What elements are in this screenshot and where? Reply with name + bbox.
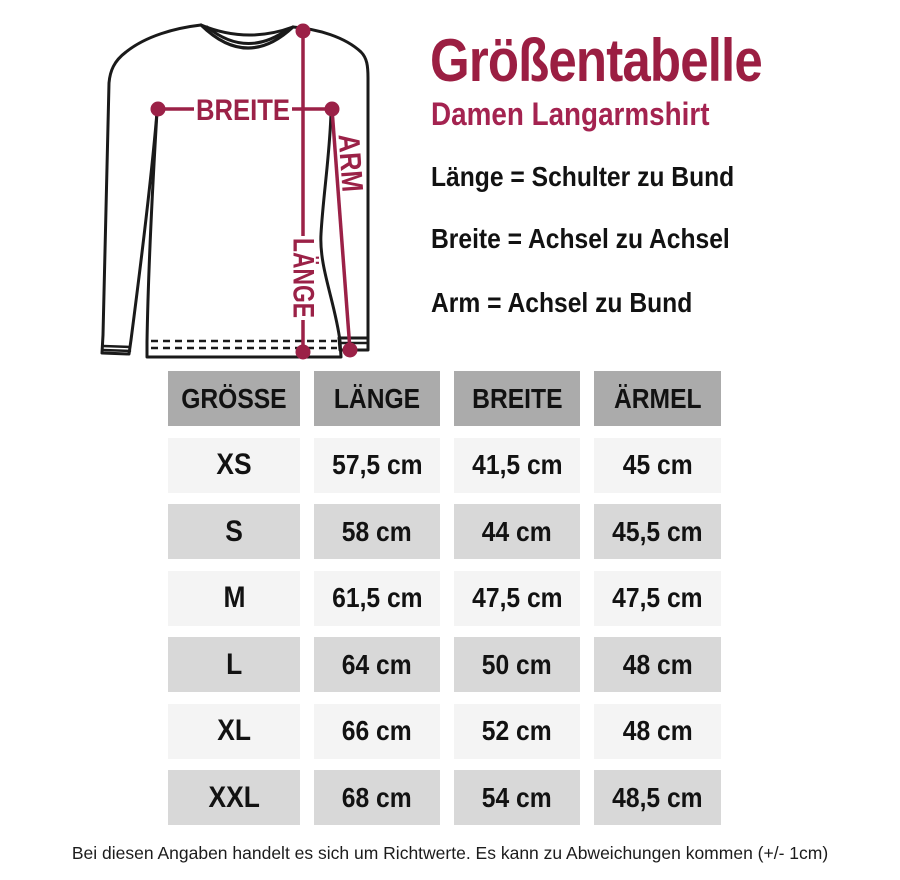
row-xxl-breite: 54 cm [454, 770, 580, 825]
row-s-aermel: 45,5 cm [594, 504, 721, 559]
row-xl-laenge: 66 cm [314, 704, 440, 759]
row-xs-size: XS [168, 438, 300, 493]
row-xs-breite: 41,5 cm [454, 438, 580, 493]
shirt-diagram [0, 0, 430, 370]
definition-arm: Arm = Achsel zu Bund [431, 287, 693, 318]
laenge-bottom-dot [296, 345, 311, 360]
breite-right-dot [325, 102, 340, 117]
row-xs-laenge: 57,5 cm [314, 438, 440, 493]
table-header-breite: BREITE [454, 371, 580, 426]
shirt-outline [102, 25, 368, 357]
hem-dashed-lines [151, 341, 337, 348]
breite-label: BREITE [196, 94, 290, 127]
row-s-size: S [168, 504, 300, 559]
row-m-laenge: 61,5 cm [314, 571, 440, 626]
definition-breite: Breite = Achsel zu Achsel [431, 223, 730, 254]
row-l-laenge: 64 cm [314, 637, 440, 692]
arm-label: ARM [331, 132, 370, 204]
row-xxl-size: XXL [168, 770, 300, 825]
row-xl-breite: 52 cm [454, 704, 580, 759]
row-l-size: L [168, 637, 300, 692]
laenge-top-dot [296, 24, 311, 39]
row-m-size: M [168, 571, 300, 626]
row-xxl-laenge: 68 cm [314, 770, 440, 825]
table-header-laenge: LÄNGE [314, 371, 440, 426]
footer-note: Bei diesen Angaben handelt es sich um Richtwerte. Es kann zu Abweichungen kommen (+/- 1cm) [71, 843, 829, 863]
table-header-aermel: ÄRMEL [594, 371, 721, 426]
page-subtitle: Damen Langarmshirt [431, 96, 710, 132]
table-header-groesse: GRÖSSE [168, 371, 300, 426]
row-l-breite: 50 cm [454, 637, 580, 692]
row-s-breite: 44 cm [454, 504, 580, 559]
row-m-breite: 47,5 cm [454, 571, 580, 626]
row-xl-aermel: 48 cm [594, 704, 721, 759]
laenge-label: LÄNGE [286, 238, 320, 343]
breite-left-dot [151, 102, 166, 117]
row-xxl-aermel: 48,5 cm [594, 770, 721, 825]
measure-dots [151, 24, 358, 360]
size-table [168, 371, 721, 825]
definition-laenge: Länge = Schulter zu Bund [431, 161, 735, 192]
row-m-aermel: 47,5 cm [594, 571, 721, 626]
arm-bottom-dot [343, 343, 358, 358]
row-l-aermel: 48 cm [594, 637, 721, 692]
row-xl-size: XL [168, 704, 300, 759]
page-title: Größentabelle [430, 27, 762, 94]
row-xs-aermel: 45 cm [594, 438, 721, 493]
row-s-laenge: 58 cm [314, 504, 440, 559]
